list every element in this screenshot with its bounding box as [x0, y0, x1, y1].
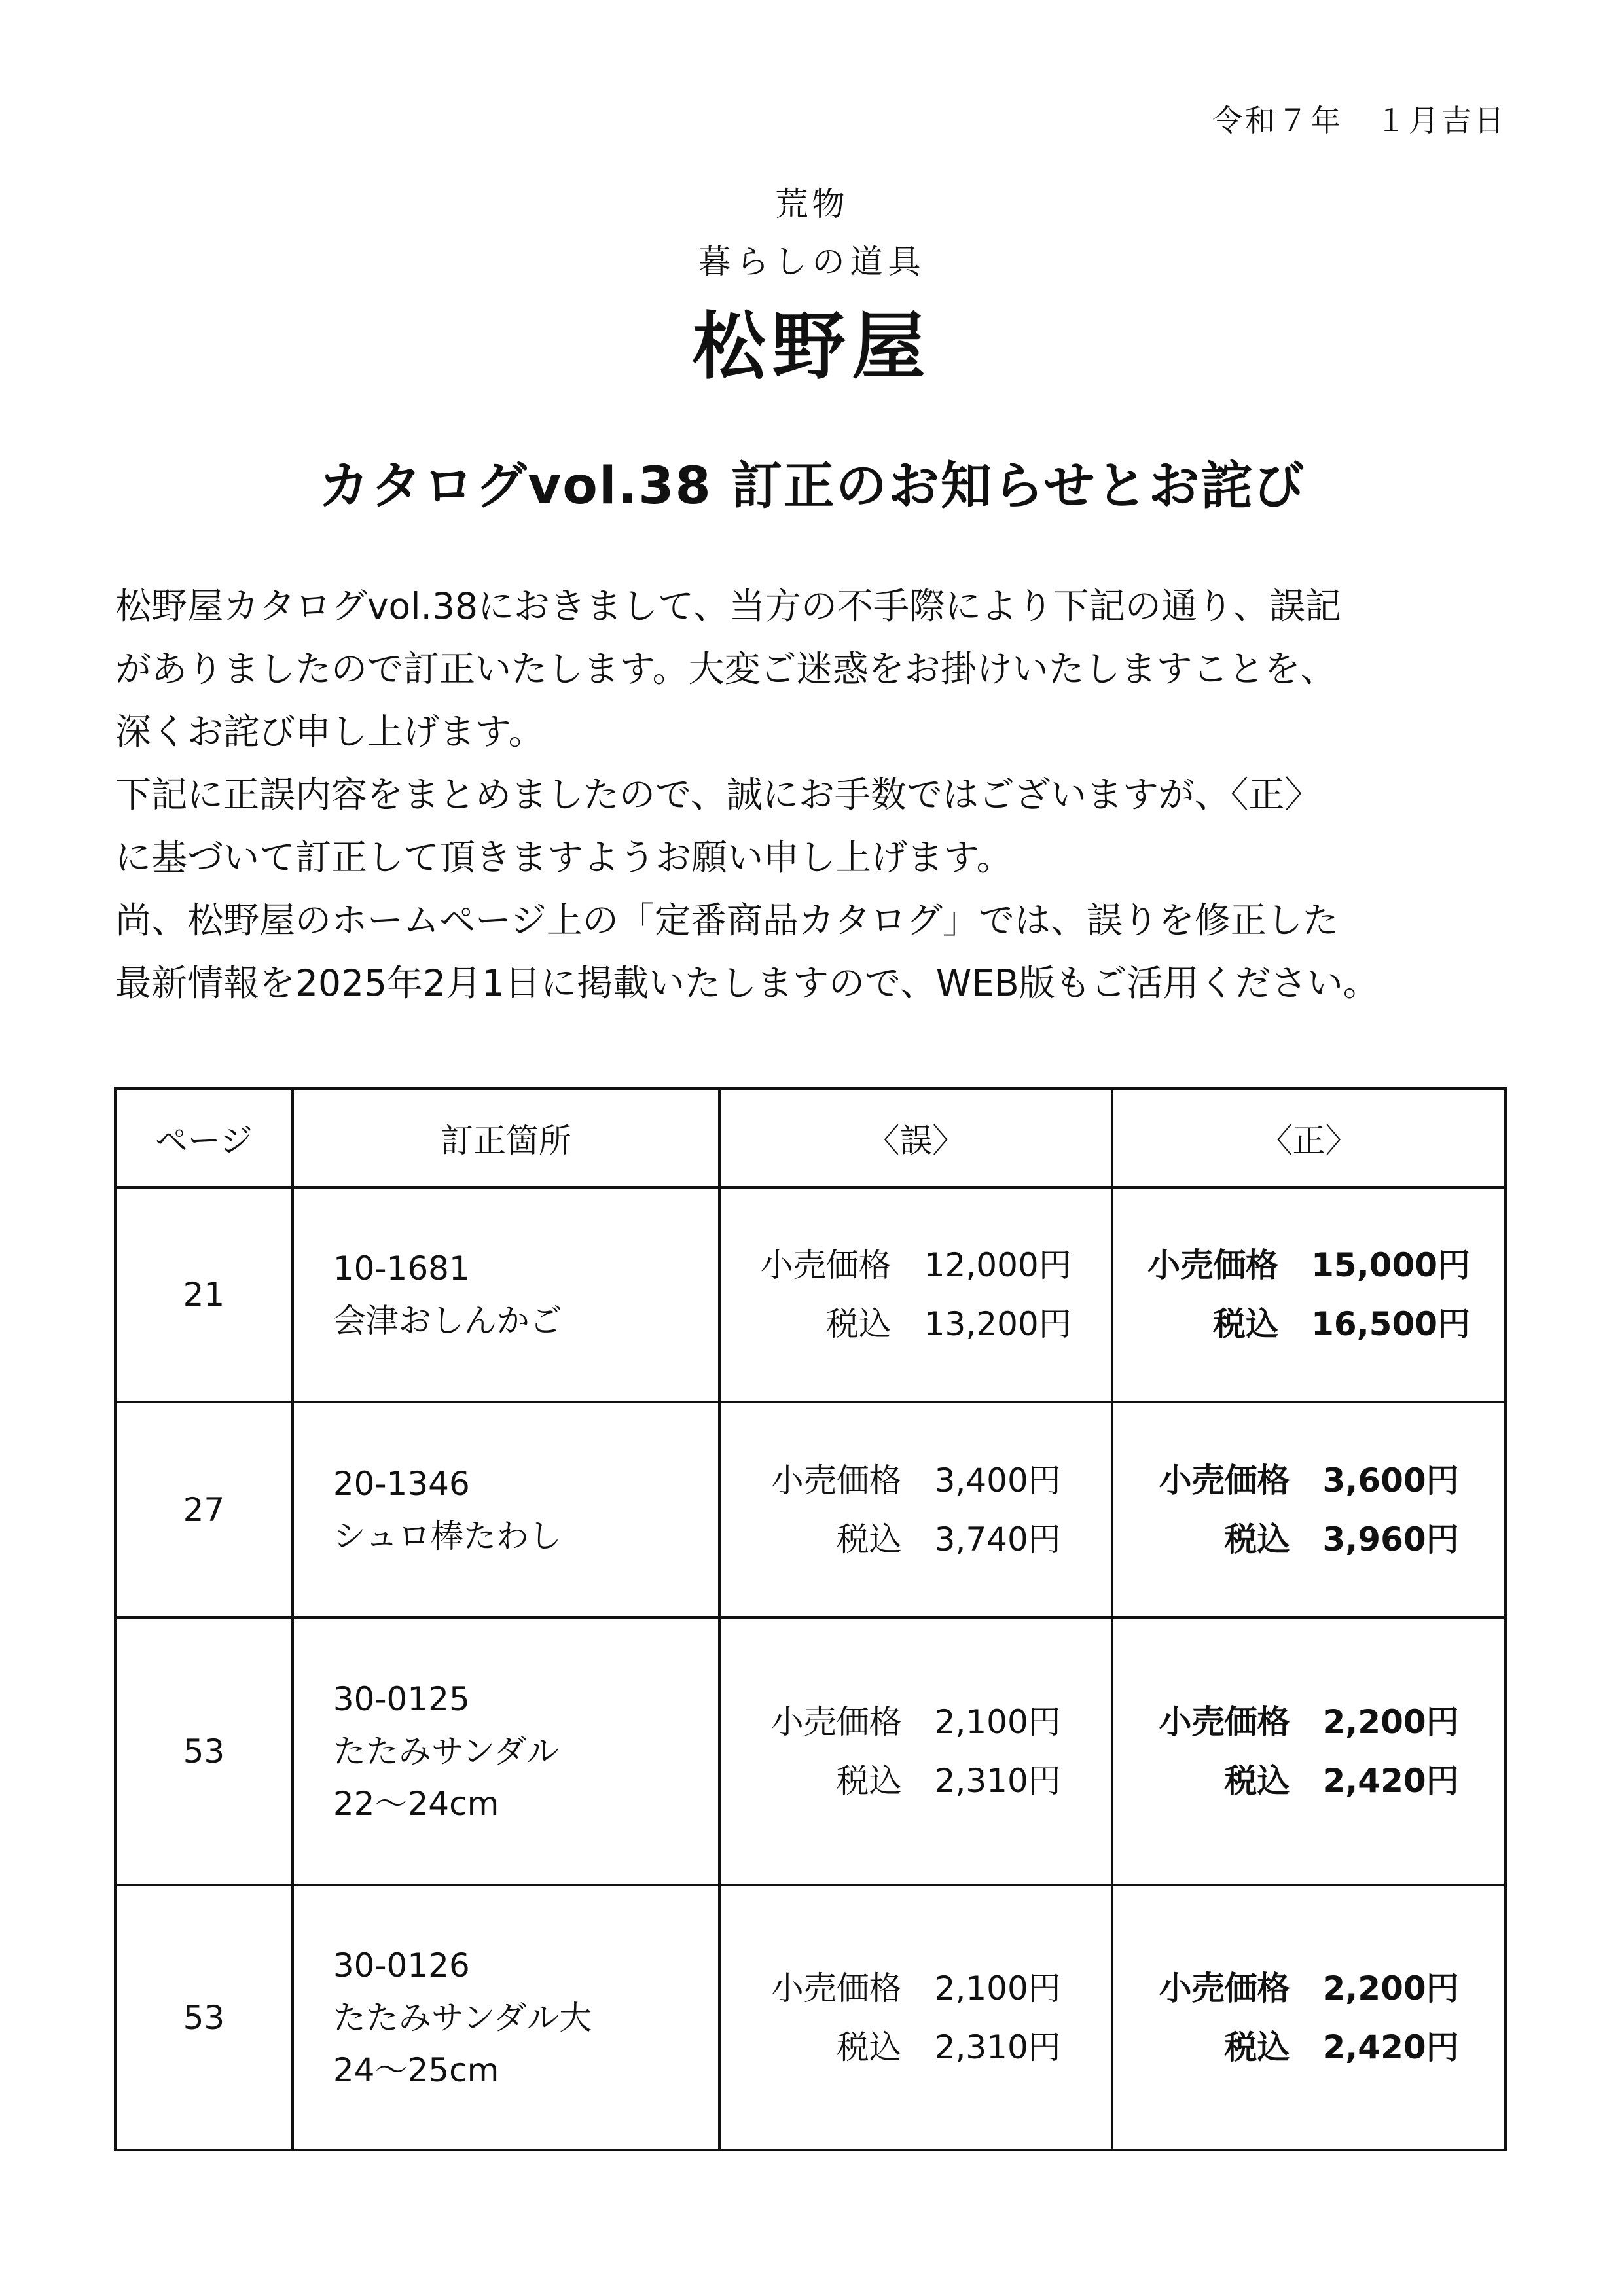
wrong-values — [719, 1402, 1112, 1617]
page-number: 53 — [115, 1617, 293, 1885]
wrong-values — [719, 1187, 1112, 1402]
body-line: 尚、松野屋のホームページ上の「定番商品カタログ」では、誤りを修正した — [115, 899, 1339, 941]
correct-values — [1112, 1617, 1506, 1885]
body-text — [115, 575, 1516, 1014]
document-title: カタログvol.38 訂正のお知らせとお詫び — [318, 457, 1306, 516]
tax-value: 16,500円 — [1311, 1305, 1471, 1343]
price-value: 12,000円 — [924, 1246, 1072, 1284]
correct-values — [1112, 1885, 1506, 2150]
price-label: 小売価格 — [770, 1461, 902, 1499]
correction-location — [293, 1617, 719, 1885]
price-value: 15,000円 — [1311, 1246, 1471, 1284]
tax-label: 税込 — [1224, 2028, 1290, 2066]
correction-location — [293, 1402, 719, 1617]
table-header-row — [115, 1088, 1506, 1187]
tax-label: 税込 — [836, 1761, 902, 1800]
price-value: 2,100円 — [934, 1969, 1061, 2007]
price-label: 小売価格 — [1159, 1702, 1290, 1741]
table-row — [115, 1617, 1506, 1885]
price-label: 小売価格 — [1147, 1246, 1279, 1284]
product-code: 30-0126 — [333, 1946, 470, 1984]
page-number: 53 — [115, 1885, 293, 2150]
product-name: たたみサンダル — [333, 1732, 560, 1770]
price-value: 2,200円 — [1322, 1702, 1459, 1741]
product-size: 24～25cm — [333, 2051, 499, 2089]
body-line: がありましたので訂正いたします。大変ご迷惑をお掛けいたしますことを、 — [115, 648, 1337, 690]
tax-label: 税込 — [825, 1305, 892, 1343]
table-row — [115, 1885, 1506, 2150]
price-value: 3,600円 — [1322, 1461, 1459, 1499]
correction-location — [293, 1885, 719, 2150]
product-code: 20-1346 — [333, 1464, 470, 1503]
tax-label: 税込 — [1224, 1761, 1290, 1800]
body-line: に基づいて訂正して頂きますようお願い申し上げます。 — [115, 836, 1013, 878]
tax-value: 2,310円 — [934, 1761, 1061, 1800]
correct-values — [1112, 1187, 1506, 1402]
price-value: 2,100円 — [934, 1702, 1061, 1741]
table-row — [115, 1187, 1506, 1402]
price-label: 小売価格 — [760, 1246, 892, 1284]
tax-label: 税込 — [1224, 1520, 1290, 1558]
wrong-values — [719, 1885, 1112, 2150]
header-correct: 〈正〉 — [1112, 1088, 1506, 1187]
header-page: ページ — [115, 1088, 293, 1187]
date: 令和７年 １月吉日 — [1212, 103, 1507, 138]
wrong-values — [719, 1617, 1112, 1885]
tax-value: 2,420円 — [1322, 1761, 1459, 1800]
company-logo: 松野屋 — [692, 304, 932, 389]
table-row — [115, 1402, 1506, 1617]
tax-value: 13,200円 — [924, 1305, 1072, 1343]
tax-label: 税込 — [836, 2028, 902, 2066]
price-label: 小売価格 — [770, 1969, 902, 2007]
product-name: 会津おしんかご — [333, 1302, 562, 1340]
tax-value: 3,740円 — [934, 1520, 1061, 1558]
tax-value: 2,310円 — [934, 2028, 1061, 2066]
price-label: 小売価格 — [1159, 1969, 1290, 2007]
logo-subtitle-2: 暮らしの道具 — [698, 243, 926, 281]
product-size: 22～24cm — [333, 1784, 499, 1823]
page-number: 21 — [115, 1187, 293, 1402]
tax-label: 税込 — [1213, 1305, 1279, 1343]
header-location: 訂正箇所 — [293, 1088, 719, 1187]
price-label: 小売価格 — [770, 1702, 902, 1741]
body-line: 最新情報を2025年2月1日に掲載いたしますので、WEB版もご活用ください。 — [115, 962, 1379, 1004]
header-wrong: 〈誤〉 — [719, 1088, 1112, 1187]
product-code: 30-0125 — [333, 1679, 470, 1718]
tax-value: 2,420円 — [1322, 2028, 1459, 2066]
body-line: 深くお詫び申し上げます。 — [115, 711, 545, 753]
product-code: 10-1681 — [333, 1249, 470, 1287]
price-value: 2,200円 — [1322, 1969, 1459, 2007]
price-label: 小売価格 — [1159, 1461, 1290, 1499]
price-value: 3,400円 — [934, 1461, 1061, 1499]
product-name: たたみサンダル大 — [333, 1998, 592, 2037]
tax-value: 3,960円 — [1322, 1520, 1459, 1558]
correct-values — [1112, 1402, 1506, 1617]
logo-subtitle-1: 荒物 — [775, 185, 849, 223]
correction-table — [114, 1087, 1507, 2151]
body-line: 松野屋カタログvol.38におきまして、当方の不手際により下記の通り、誤記 — [115, 585, 1341, 627]
tax-label: 税込 — [836, 1520, 902, 1558]
product-name: シュロ棒たわし — [333, 1516, 562, 1555]
page-number: 27 — [115, 1402, 293, 1617]
body-line: 下記に正誤内容をまとめましたので、誠にお手数ではございますが、〈正〉 — [115, 774, 1321, 816]
correction-location — [293, 1187, 719, 1402]
